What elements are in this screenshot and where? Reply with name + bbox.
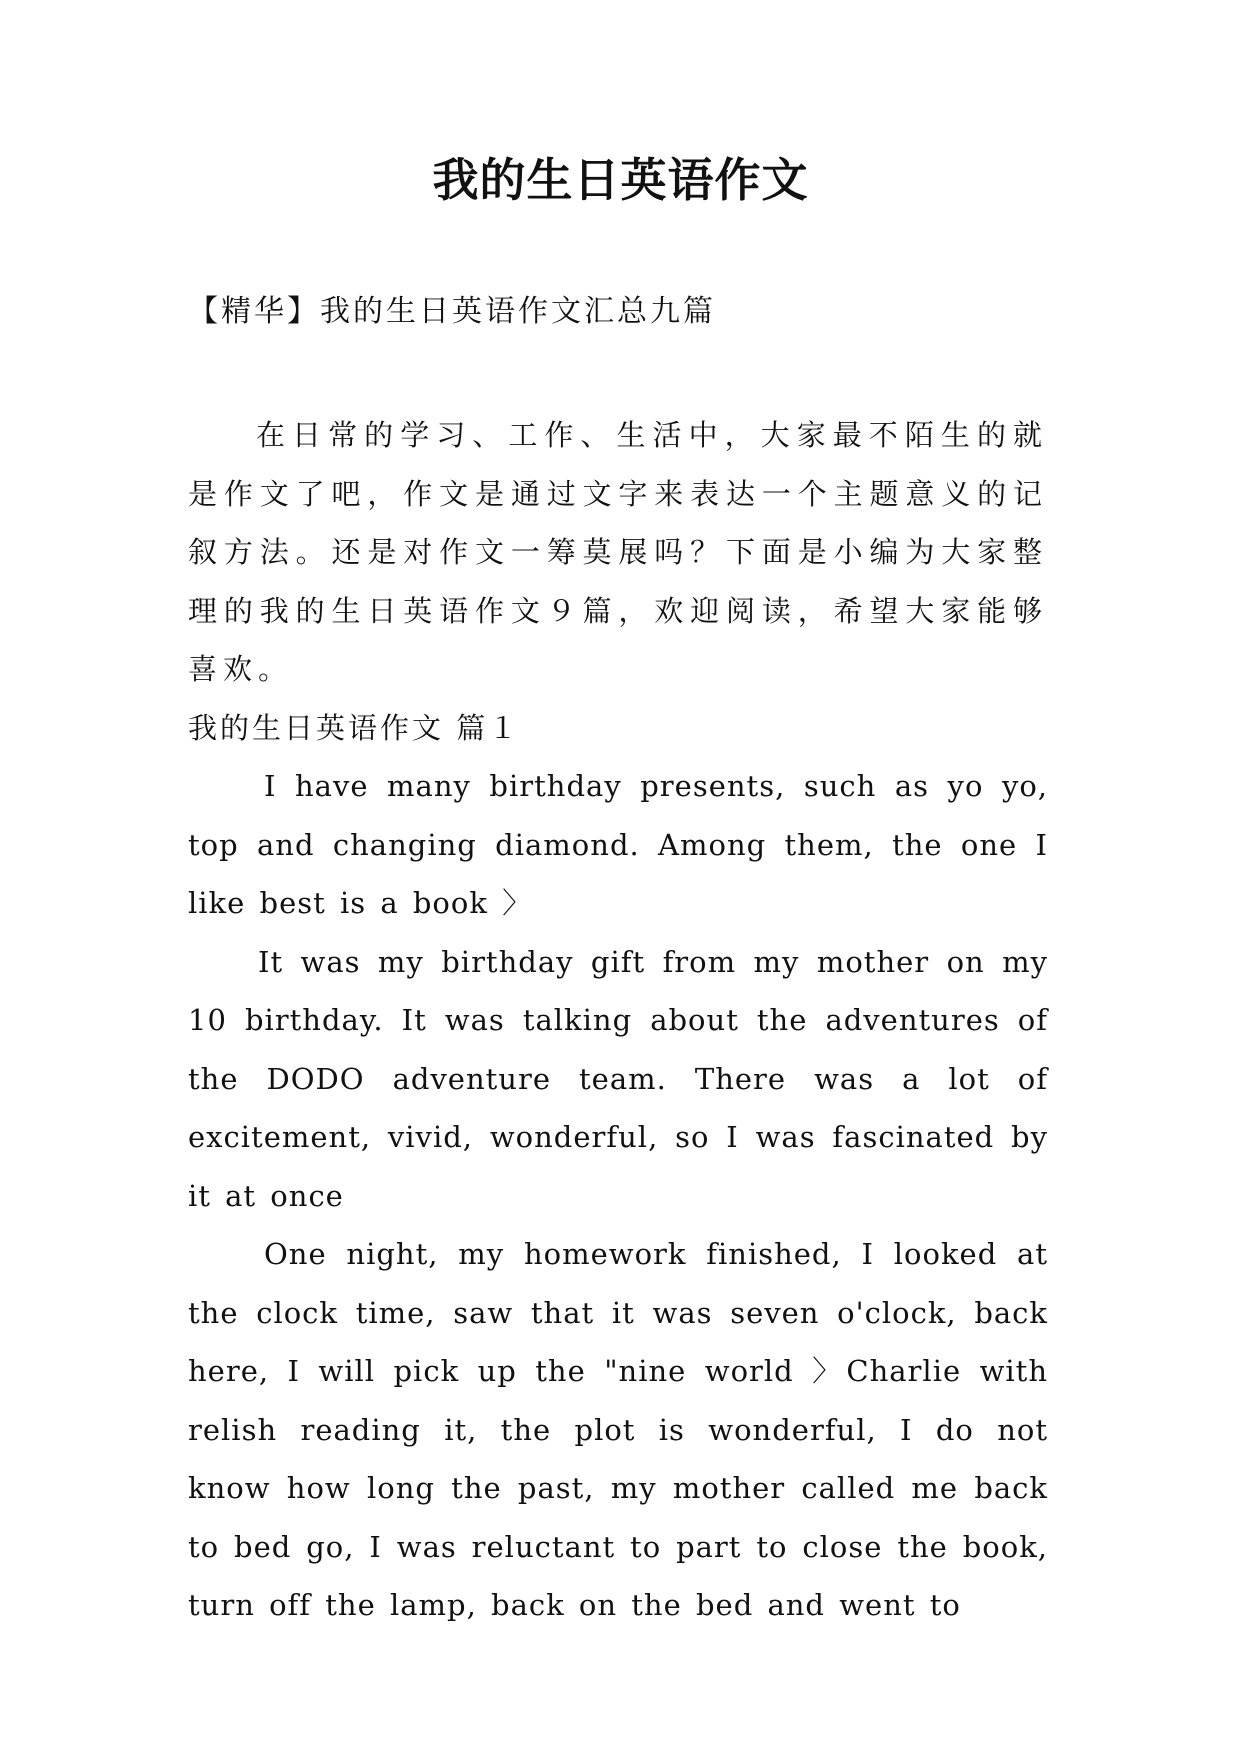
section-heading: 我的生日英语作文 篇１ (188, 710, 521, 745)
intro-paragraph: 在日常的学习、工作、生活中，大家最不陌生的就是作文了吧，作文是通过文字来表达一个主题意义的记叙方法。还是对作文一筹莫展吗？下面是小编为大家整理的我的生日英语作文９篇，欢迎阅读，希望大家能够喜欢。 (188, 418, 1048, 686)
essay-paragraph-3: One night, my homework finished, I looked at the clock time, saw that it was seven o'clock, back here, I will pick up the "nine world 〉Charlie with relish reading it, the plot is wonderful, I do not know how long the past, my mother called me back to bed go, I was reluctant to part to close the book, turn off the lamp, back on the bed and went to (188, 1237, 1048, 1622)
page-title: 我的生日英语作文 (432, 153, 809, 207)
document-body (188, 406, 1048, 1635)
document-subtitle: 【精华】我的生日英语作文汇总九篇 (188, 294, 716, 329)
essay-paragraph-1: I have many birthday presents, such as yo yo, top and changing diamond. Among them, the one I like best is a book 〉 (188, 769, 1048, 920)
essay-paragraph-2: It was my birthday gift from my mother on my 10 birthday. It was talking about the adventures of the DODO adventure team. There was a lot of excitement, vivid, wonderful, so I was fascinated by it at once (188, 944, 1048, 1213)
